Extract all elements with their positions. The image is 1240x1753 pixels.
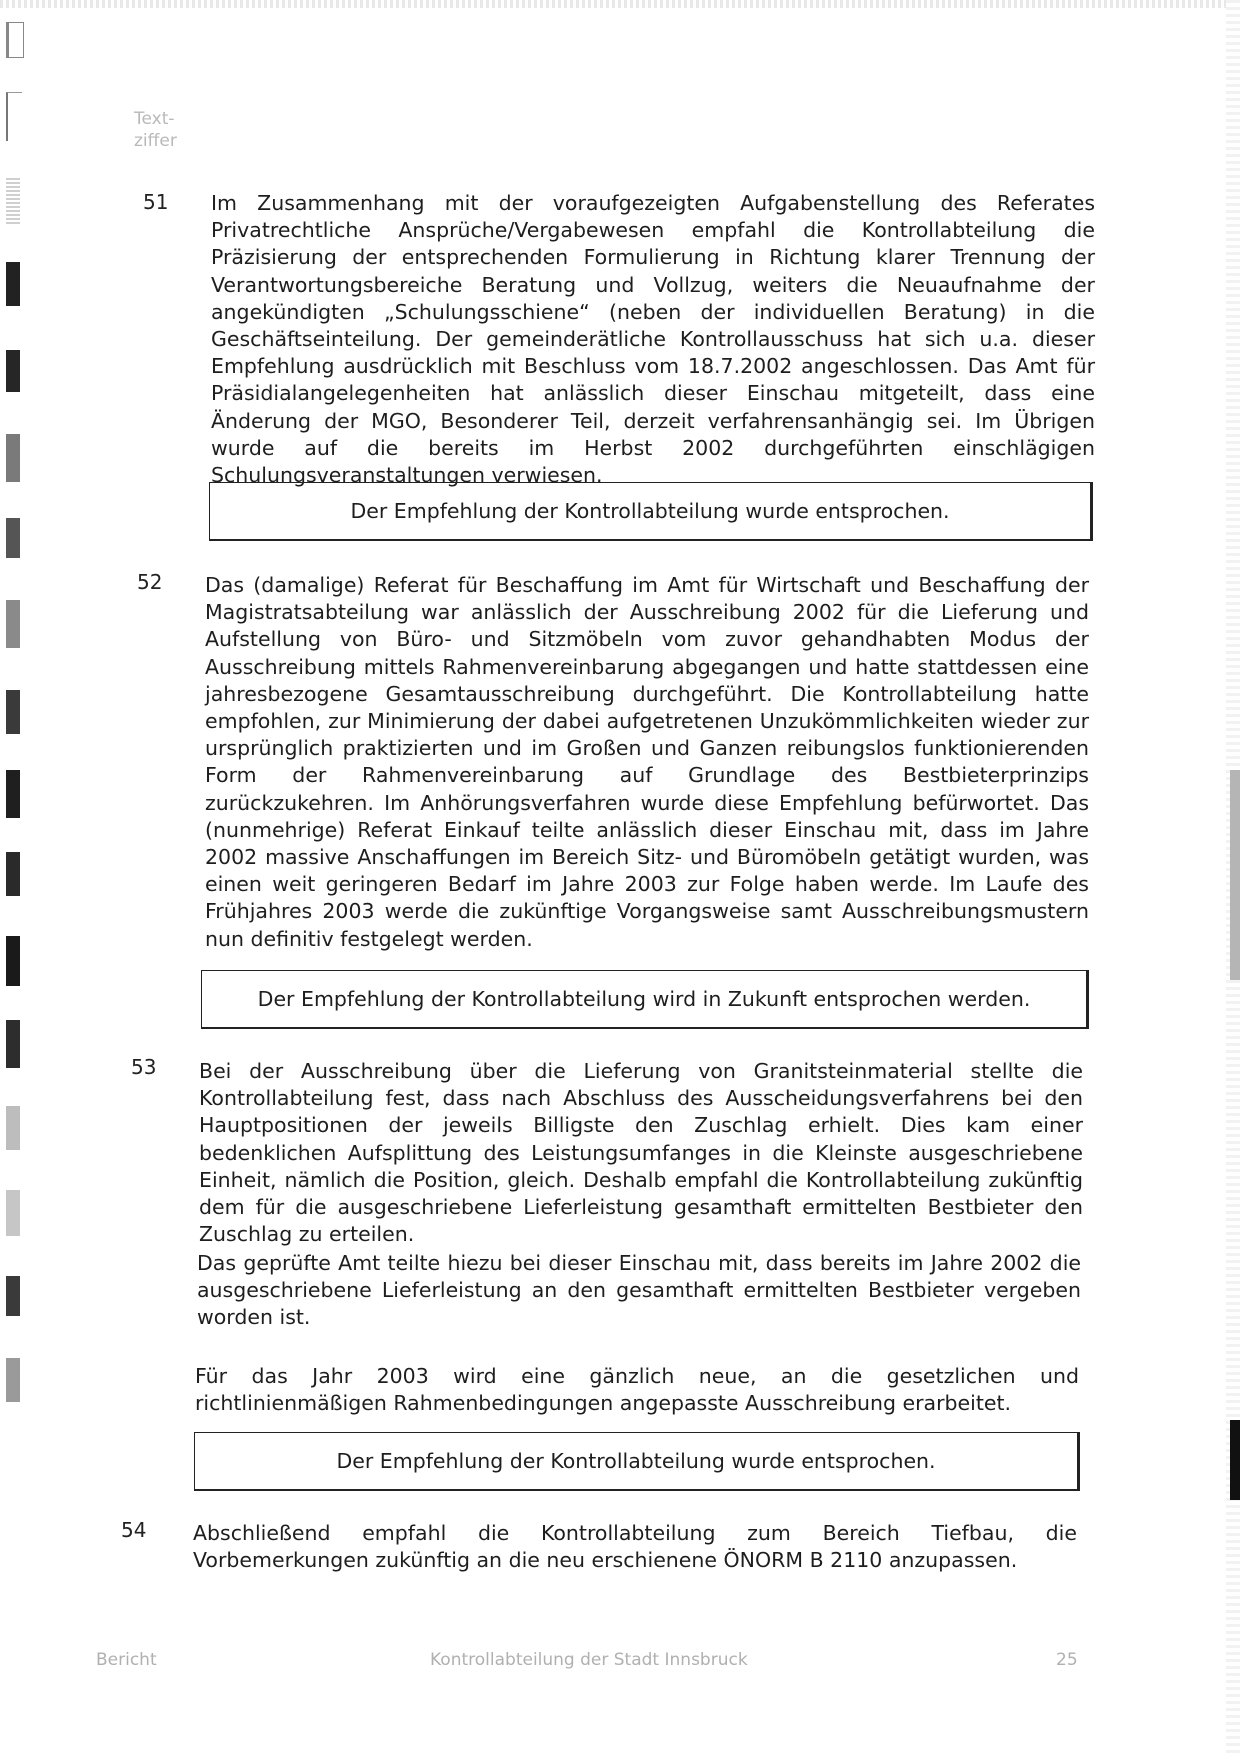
scan-border-top (0, 0, 1240, 8)
paragraph-text: Abschließend empfahl die Kontrollabteilung zum Bereich Tiefbau, die Vorbemerkungen zukünftig an die neu erschienene ÖNORM B 2110 anzupassen. (193, 1521, 1077, 1573)
edge-mark (6, 600, 20, 648)
edge-mark (6, 178, 20, 224)
margin-heading-line2: ziffer (134, 131, 177, 151)
footer-page-number: 25 (1056, 1650, 1078, 1670)
paragraph-number: 53 (131, 1055, 157, 1079)
recommendation-status-box: Der Empfehlung der Kontrollabteilung wurde entsprochen. (209, 482, 1093, 541)
margin-heading-textziffer (134, 108, 177, 152)
paragraph-number: 52 (137, 570, 163, 594)
footer-center: Kontrollabteilung der Stadt Innsbruck (430, 1650, 748, 1670)
edge-mark (6, 92, 22, 141)
edge-mark (6, 770, 20, 818)
paragraph-number: 51 (143, 190, 169, 214)
edge-mark (6, 1358, 20, 1402)
edge-mark (6, 852, 20, 896)
margin-heading-line1: Text- (134, 109, 175, 129)
paragraph-text: Für das Jahr 2003 wird eine gänzlich neue, an die gesetzlichen und richtlinienmäßigen Rahmenbedingungen angepasste Ausschreibung erarbeitet. (195, 1364, 1079, 1416)
edge-mark (6, 1276, 20, 1316)
edge-mark (1230, 1420, 1240, 1500)
recommendation-status-box: Der Empfehlung der Kontrollabteilung wurde entsprochen. (194, 1432, 1080, 1491)
edge-mark (1230, 770, 1240, 980)
edge-mark (6, 690, 20, 734)
paragraph-text: Im Zusammenhang mit der voraufgezeigten Aufgabenstellung des Referates Privatrechtliche Ansprüche/Vergabewesen empfahl die Kontrollabteilung die Präzisierung der entsprechenden Formulierung in Richtung klarer Trennung der Verantwortungsbereiche Beratung und Vollzug, weiters die Neuaufnahme der angekündigten „Schulungsschiene“ (neben der individuellen Beratung) in die Geschäftseinteilung. Der gemeinderätliche Kontrollausschuss hat sich u.a. dieser Empfehlung ausdrücklich mit Beschluss vom 18.7.2002 angeschlossen. Das Amt für Präsidialangelegenheiten hat anlässlich dieser Einschau mitgeteilt, dass eine Änderung der MGO, Besonderer Teil, derzeit verfahrensanhängig sei. Im Übrigen wurde auf die bereits im Herbst 2002 durchgeführten einschlägigen Schulungsveranstaltungen verwiesen. (211, 191, 1095, 488)
edge-mark (6, 350, 20, 392)
edge-mark (6, 22, 24, 58)
scan-edge-left (0, 0, 26, 1753)
paragraph-text: Das geprüfte Amt teilte hiezu bei dieser Einschau mit, dass bereits im Jahre 2002 die ausgeschriebene Lieferleistung an den gesamthaft ermittelten Bestbieter vergeben worden ist. (197, 1251, 1081, 1330)
edge-mark (6, 936, 20, 986)
paragraph-text: Bei der Ausschreibung über die Lieferung von Granitsteinmaterial stellte die Kontrollabteilung fest, dass nach Abschluss des Ausscheidungsverfahrens bei den Hauptpositionen der jeweils Billigste den Zuschlag erhielt. Dies kam einer bedenklichen Aufsplittung des Leistungsumfanges in die Kleinste ausgeschriebene Einheit, nämlich die Position, gleich. Deshalb empfahl die Kontrollabteilung zukünftig dem für die ausgeschriebene Lieferleistung gesamthaft ermittelten Bestbieter den Zuschlag zu erteilen. (199, 1059, 1083, 1247)
scan-edge-right (1226, 0, 1240, 1753)
edge-mark (6, 1106, 20, 1150)
recommendation-status-box: Der Empfehlung der Kontrollabteilung wird in Zukunft entsprochen werden. (201, 970, 1089, 1029)
edge-mark (6, 518, 20, 558)
edge-mark (6, 262, 20, 306)
paragraph-text: Das (damalige) Referat für Beschaffung im Amt für Wirtschaft und Beschaffung der Magistratsabteilung war anlässlich der Ausschreibung 2002 für die Lieferung und Aufstellung von Büro- und Sitzmöbeln vom zuvor gehandhabten Modus der Ausschreibung mittels Rahmenvereinbarung abgegangen und hatte stattdessen eine jahresbezogene Gesamtausschreibung durchgeführt. Die Kontrollabteilung hatte empfohlen, zur Minimierung der dabei aufgetretenen Unzukömmlichkeiten wieder zur ursprünglich praktizierten und im Großen und Ganzen reibungslos funktionierenden Form der Rahmenvereinbarung auf Grundlage des Bestbieterprinzips zurückzukehren. Im Anhörungsverfahren wurde diese Empfehlung befürwortet. Das (nunmehrige) Referat Einkauf teilte anlässlich dieser Einschau mit, dass im Jahre 2002 massive Anschaffungen im Bereich Sitz- und Büromöbeln getätigt wurden, was einen weit geringeren Bedarf im Jahre 2003 zur Folge haben werde. Im Laufe des Frühjahres 2003 werde die zukünftige Vorgangsweise samt Ausschreibungsmustern nun definitiv festgelegt werden. (205, 573, 1089, 951)
paragraph-number: 54 (121, 1518, 147, 1542)
edge-mark (6, 434, 20, 482)
edge-mark (6, 1190, 20, 1236)
edge-mark (6, 1020, 20, 1068)
footer-left: Bericht (96, 1650, 157, 1670)
